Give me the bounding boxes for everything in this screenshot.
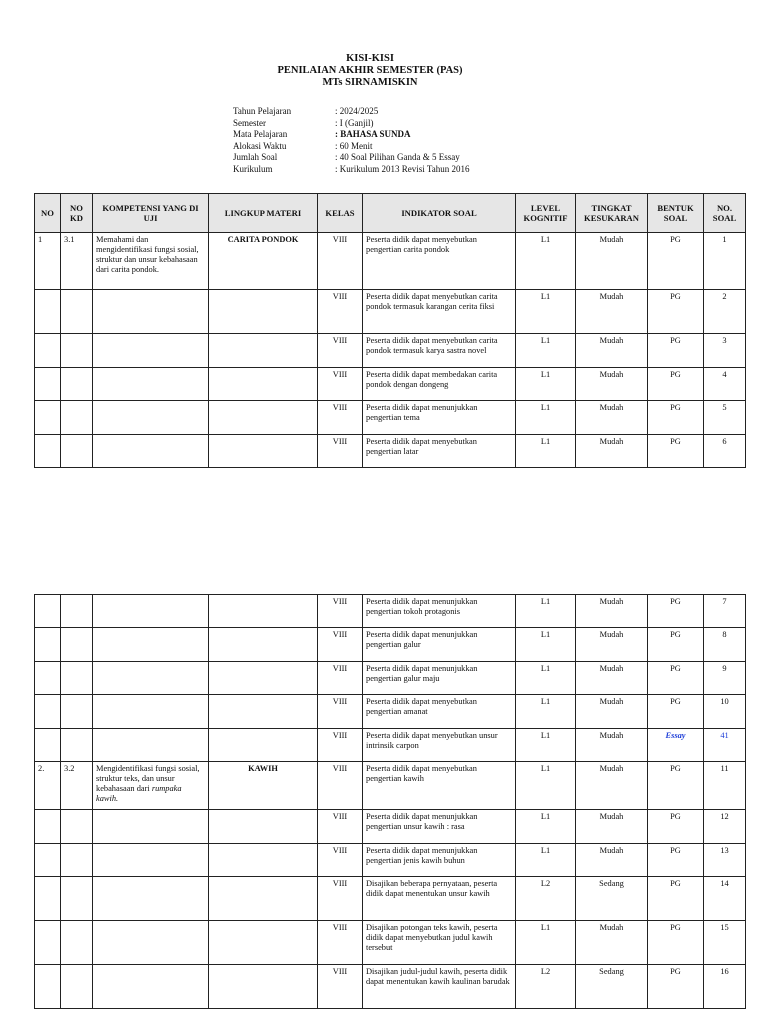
cell-bentuk-soal: PG	[648, 595, 704, 628]
cell-tingkat-kesukaran: Mudah	[576, 628, 648, 662]
doc-subtitle: PENILAIAN AKHIR SEMESTER (PAS)	[277, 65, 463, 76]
cell-kompetensi	[93, 595, 209, 628]
cell-no	[35, 844, 61, 877]
meta-row	[233, 106, 469, 118]
kisi-kisi-table-page2	[34, 594, 746, 1009]
cell-no	[35, 595, 61, 628]
col-header-kompetensi: KOMPETENSI YANG DI UJI	[93, 194, 209, 233]
cell-no-soal: 4	[704, 368, 746, 401]
cell-kelas: VIII	[318, 965, 363, 1009]
cell-no-soal: 10	[704, 695, 746, 729]
cell-tingkat-kesukaran: Sedang	[576, 965, 648, 1009]
cell-level-kognitif: L2	[516, 965, 576, 1009]
cell-tingkat-kesukaran: Sedang	[576, 877, 648, 921]
cell-lingkup-materi	[209, 844, 318, 877]
cell-level-kognitif: L1	[516, 762, 576, 810]
cell-no-soal: 9	[704, 662, 746, 695]
cell-level-kognitif: L1	[516, 401, 576, 435]
meta-label: Tahun Pelajaran	[233, 106, 292, 116]
cell-no-soal: 12	[704, 810, 746, 844]
cell-kompetensi	[93, 965, 209, 1009]
cell-kelas: VIII	[318, 762, 363, 810]
cell-bentuk-soal: PG	[648, 695, 704, 729]
cell-kompetensi	[93, 401, 209, 435]
cell-level-kognitif: L1	[516, 233, 576, 290]
kisi-kisi-table-page1	[34, 193, 746, 468]
cell-no-soal: 14	[704, 877, 746, 921]
cell-bentuk-soal: PG	[648, 628, 704, 662]
table-header-row	[35, 194, 746, 233]
cell-no-kd	[61, 662, 93, 695]
cell-level-kognitif: L1	[516, 435, 576, 468]
cell-kelas: VIII	[318, 595, 363, 628]
table-row	[35, 334, 746, 368]
cell-tingkat-kesukaran: Mudah	[576, 368, 648, 401]
cell-no-kd	[61, 290, 93, 334]
cell-no-soal: 41	[704, 729, 746, 762]
cell-bentuk-soal: PG	[648, 290, 704, 334]
cell-kompetensi: Memahami dan mengidentifikasi fungsi sosial, struktur dan unsur kebahasaan dari carita pondok.	[93, 233, 209, 290]
cell-tingkat-kesukaran: Mudah	[576, 810, 648, 844]
cell-tingkat-kesukaran: Mudah	[576, 662, 648, 695]
cell-no-soal: 16	[704, 965, 746, 1009]
cell-bentuk-soal: PG	[648, 368, 704, 401]
cell-no	[35, 965, 61, 1009]
meta-value: : 2024/2025	[335, 106, 379, 116]
cell-kompetensi	[93, 762, 209, 810]
cell-bentuk-soal: PG	[648, 334, 704, 368]
table-row	[35, 662, 746, 695]
cell-tingkat-kesukaran: Mudah	[576, 233, 648, 290]
cell-kelas: VIII	[318, 729, 363, 762]
cell-no	[35, 368, 61, 401]
cell-lingkup-materi	[209, 435, 318, 468]
cell-lingkup-materi	[209, 921, 318, 965]
cell-kelas: VIII	[318, 368, 363, 401]
cell-kompetensi	[93, 877, 209, 921]
cell-level-kognitif: L1	[516, 290, 576, 334]
cell-no-kd	[61, 695, 93, 729]
cell-lingkup-materi	[209, 368, 318, 401]
meta-label: Jumlah Soal	[233, 152, 278, 162]
col-header-indikator: INDIKATOR SOAL	[363, 194, 516, 233]
table-row	[35, 877, 746, 921]
cell-no-kd: 3.2	[61, 762, 93, 810]
cell-indikator: Disajikan judul-judul kawih, peserta didik dapat menentukan kawih kaulinan barudak	[363, 965, 516, 1009]
cell-level-kognitif: L1	[516, 921, 576, 965]
col-header-no-kd: NO KD	[61, 194, 93, 233]
cell-indikator: Peserta didik dapat membedakan carita pondok dengan dongeng	[363, 368, 516, 401]
meta-row	[233, 152, 469, 164]
kompetensi-text: Mengidentifikasi fungsi sosial, struktur teks, dan unsur kebahasaan dari	[96, 764, 200, 793]
cell-bentuk-soal: PG	[648, 435, 704, 468]
cell-indikator: Peserta didik dapat menunjukkan pengertian jenis kawih buhun	[363, 844, 516, 877]
kompetensi-italic-text: rumpaka kawih.	[96, 784, 182, 803]
cell-indikator: Peserta didik dapat menunjukkan pengertian galur maju	[363, 662, 516, 695]
cell-kelas: VIII	[318, 662, 363, 695]
cell-level-kognitif: L1	[516, 695, 576, 729]
col-header-level: LEVEL KOGNITIF	[516, 194, 576, 233]
cell-kompetensi	[93, 334, 209, 368]
cell-no	[35, 921, 61, 965]
col-header-no-soal: NO. SOAL	[704, 194, 746, 233]
cell-indikator: Peserta didik dapat menyebutkan unsur intrinsik carpon	[363, 729, 516, 762]
col-header-bentuk: BENTUK SOAL	[648, 194, 704, 233]
cell-lingkup-materi	[209, 877, 318, 921]
meta-row	[233, 118, 469, 130]
doc-title: KISI-KISI	[346, 53, 394, 64]
cell-bentuk-soal: PG	[648, 810, 704, 844]
cell-kompetensi	[93, 290, 209, 334]
cell-tingkat-kesukaran: Mudah	[576, 401, 648, 435]
meta-label: Mata Pelajaran	[233, 129, 288, 139]
cell-lingkup-materi	[209, 662, 318, 695]
cell-kelas: VIII	[318, 401, 363, 435]
cell-no-kd	[61, 628, 93, 662]
cell-kelas: VIII	[318, 921, 363, 965]
cell-indikator: Peserta didik dapat menyebutkan pengertian kawih	[363, 762, 516, 810]
cell-bentuk-soal: PG	[648, 921, 704, 965]
cell-lingkup-materi	[209, 695, 318, 729]
col-header-kelas: KELAS	[318, 194, 363, 233]
cell-indikator: Peserta didik dapat menyebutkan pengertian amanat	[363, 695, 516, 729]
cell-bentuk-soal: PG	[648, 401, 704, 435]
meta-label: Alokasi Waktu	[233, 140, 287, 151]
cell-no	[35, 401, 61, 435]
cell-no-kd	[61, 595, 93, 628]
cell-lingkup-materi	[209, 810, 318, 844]
cell-no-kd	[61, 334, 93, 368]
table-row	[35, 762, 746, 810]
cell-level-kognitif: L1	[516, 595, 576, 628]
cell-indikator: Peserta didik dapat menunjukkan pengertian unsur kawih : rasa	[363, 810, 516, 844]
cell-indikator: Peserta didik dapat menunjukkan pengertian tema	[363, 401, 516, 435]
cell-bentuk-soal: PG	[648, 233, 704, 290]
table-row	[35, 368, 746, 401]
table-row	[35, 290, 746, 334]
cell-kompetensi	[93, 662, 209, 695]
cell-level-kognitif: L1	[516, 628, 576, 662]
cell-bentuk-soal: PG	[648, 662, 704, 695]
cell-tingkat-kesukaran: Mudah	[576, 695, 648, 729]
cell-bentuk-soal: PG	[648, 877, 704, 921]
cell-kelas: VIII	[318, 628, 363, 662]
cell-lingkup-materi: KAWIH	[209, 762, 318, 810]
cell-bentuk-soal: Essay	[648, 729, 704, 762]
cell-kompetensi	[93, 729, 209, 762]
table-row	[35, 965, 746, 1009]
cell-level-kognitif: L1	[516, 844, 576, 877]
cell-no-kd: 3.1	[61, 233, 93, 290]
cell-no-kd	[61, 965, 93, 1009]
table-row	[35, 695, 746, 729]
cell-no-soal: 11	[704, 762, 746, 810]
cell-indikator: Peserta didik dapat menyebutkan pengertian latar	[363, 435, 516, 468]
meta-label: Kurikulum	[233, 163, 273, 174]
cell-no-soal: 7	[704, 595, 746, 628]
cell-no	[35, 435, 61, 468]
cell-kompetensi	[93, 810, 209, 844]
cell-kelas: VIII	[318, 334, 363, 368]
cell-kompetensi	[93, 695, 209, 729]
cell-level-kognitif: L2	[516, 877, 576, 921]
cell-no-kd	[61, 921, 93, 965]
meta-row	[233, 164, 469, 176]
col-header-lingkup: LINGKUP MATERI	[209, 194, 318, 233]
cell-indikator: Disajikan beberapa pernyataan, peserta didik dapat menentukan unsur kawih	[363, 877, 516, 921]
cell-no-soal: 15	[704, 921, 746, 965]
cell-tingkat-kesukaran: Mudah	[576, 762, 648, 810]
meta-value: : Kurikulum 2013 Revisi Tahun 2016	[335, 163, 470, 174]
cell-no: 2.	[35, 762, 61, 810]
table-row	[35, 921, 746, 965]
table-row	[35, 595, 746, 628]
cell-kompetensi	[93, 628, 209, 662]
table-row	[35, 844, 746, 877]
table-row	[35, 729, 746, 762]
meta-label: Semester	[233, 117, 266, 128]
col-header-no: NO	[35, 194, 61, 233]
cell-bentuk-soal: PG	[648, 844, 704, 877]
cell-kelas: VIII	[318, 290, 363, 334]
cell-level-kognitif: L1	[516, 729, 576, 762]
table-row	[35, 628, 746, 662]
cell-kompetensi	[93, 844, 209, 877]
cell-no-soal: 3	[704, 334, 746, 368]
cell-no-soal: 6	[704, 435, 746, 468]
cell-no	[35, 729, 61, 762]
cell-kompetensi	[93, 368, 209, 401]
cell-no-soal: 2	[704, 290, 746, 334]
cell-no-kd	[61, 729, 93, 762]
cell-lingkup-materi	[209, 595, 318, 628]
cell-bentuk-soal: PG	[648, 762, 704, 810]
cell-bentuk-soal: PG	[648, 965, 704, 1009]
cell-kelas: VIII	[318, 695, 363, 729]
meta-row	[233, 129, 469, 141]
col-header-tingkat: TINGKAT KESUKARAN	[576, 194, 648, 233]
cell-tingkat-kesukaran: Mudah	[576, 435, 648, 468]
cell-no-kd	[61, 844, 93, 877]
cell-indikator: Peserta didik dapat menyebutkan pengertian carita pondok	[363, 233, 516, 290]
meta-row	[233, 141, 469, 153]
cell-no	[35, 662, 61, 695]
cell-no	[35, 290, 61, 334]
meta-value: : 40 Soal Pilihan Ganda & 5 Essay	[335, 152, 460, 162]
cell-indikator: Peserta didik dapat menyebutkan carita pondok termasuk karya sastra novel	[363, 334, 516, 368]
cell-kelas: VIII	[318, 233, 363, 290]
cell-no	[35, 810, 61, 844]
cell-no-soal: 13	[704, 844, 746, 877]
cell-no-soal: 8	[704, 628, 746, 662]
meta-value: : BAHASA SUNDA	[335, 129, 411, 139]
cell-tingkat-kesukaran: Mudah	[576, 595, 648, 628]
cell-level-kognitif: L1	[516, 368, 576, 401]
cell-lingkup-materi: CARITA PONDOK	[209, 233, 318, 290]
meta-value: : I (Ganjil)	[335, 117, 374, 128]
cell-no-kd	[61, 810, 93, 844]
cell-no-kd	[61, 877, 93, 921]
school-name: MTs SIRNAMISKIN	[322, 77, 418, 88]
cell-tingkat-kesukaran: Mudah	[576, 844, 648, 877]
cell-kompetensi	[93, 435, 209, 468]
cell-no-soal: 5	[704, 401, 746, 435]
cell-tingkat-kesukaran: Mudah	[576, 729, 648, 762]
cell-tingkat-kesukaran: Mudah	[576, 334, 648, 368]
cell-tingkat-kesukaran: Mudah	[576, 290, 648, 334]
cell-level-kognitif: L1	[516, 810, 576, 844]
table-row	[35, 401, 746, 435]
cell-kompetensi	[93, 921, 209, 965]
cell-no	[35, 695, 61, 729]
cell-tingkat-kesukaran: Mudah	[576, 921, 648, 965]
cell-lingkup-materi	[209, 401, 318, 435]
cell-no: 1	[35, 233, 61, 290]
cell-indikator: Peserta didik dapat menunjukkan pengertian galur	[363, 628, 516, 662]
cell-kelas: VIII	[318, 435, 363, 468]
cell-no	[35, 877, 61, 921]
cell-lingkup-materi	[209, 965, 318, 1009]
table-row	[35, 233, 746, 290]
cell-lingkup-materi	[209, 729, 318, 762]
exam-metadata	[233, 106, 469, 175]
cell-no-soal: 1	[704, 233, 746, 290]
cell-lingkup-materi	[209, 334, 318, 368]
table-row	[35, 435, 746, 468]
cell-no	[35, 334, 61, 368]
meta-value: : 60 Menit	[335, 140, 373, 151]
cell-kelas: VIII	[318, 844, 363, 877]
table-row	[35, 810, 746, 844]
cell-kelas: VIII	[318, 877, 363, 921]
cell-no-kd	[61, 401, 93, 435]
cell-no-kd	[61, 368, 93, 401]
cell-level-kognitif: L1	[516, 334, 576, 368]
cell-lingkup-materi	[209, 628, 318, 662]
cell-kelas: VIII	[318, 810, 363, 844]
cell-no-kd	[61, 435, 93, 468]
cell-no	[35, 628, 61, 662]
cell-lingkup-materi	[209, 290, 318, 334]
cell-indikator: Disajikan potongan teks kawih, peserta didik dapat menyebutkan judul kawih tersebut	[363, 921, 516, 965]
cell-indikator: Peserta didik dapat menunjukkan pengertian tokoh protagonis	[363, 595, 516, 628]
cell-indikator: Peserta didik dapat menyebutkan carita pondok termasuk karangan cerita fiksi	[363, 290, 516, 334]
cell-level-kognitif: L1	[516, 662, 576, 695]
